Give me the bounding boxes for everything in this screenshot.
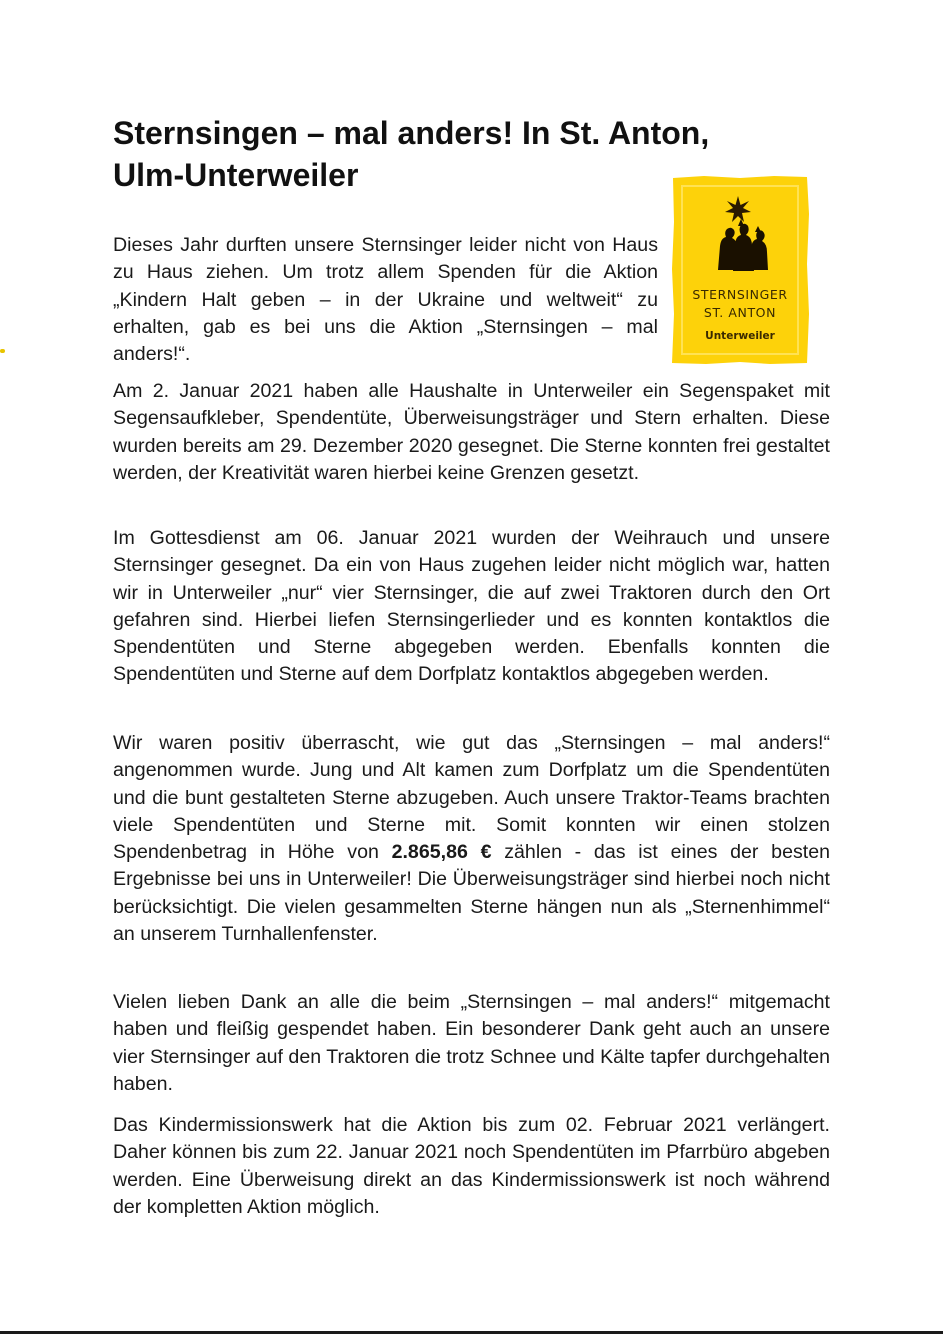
paragraph-verlaengerung: Das Kindermissionswerk hat die Aktion bis zum 02. Februar 2021 verlängert. Daher können bis zum 22. Januar 2021 noch Spendentüten im Pfarrbüro abgeben werden. Eine Überweisung direkt an das Kindermissionswerk ist noch während der kompletten Aktion möglich. xyxy=(113,1114,830,1218)
logo-line-3: Unterweiler xyxy=(705,330,775,342)
title-line-2: Ulm-Unterweiler xyxy=(113,157,359,193)
sternsinger-logo xyxy=(670,174,810,366)
logo-line-1: STERNSINGER xyxy=(692,287,788,302)
paragraph-dank: Vielen lieben Dank an alle die beim „Sternsingen – mal anders!“ mitgemacht haben und fleißig gespendet haben. Ein besonderer Dank geht auch an unsere vier Sternsinger auf den Traktoren die trotz Schnee und Kälte tapfer durchgehalten haben. xyxy=(113,991,830,1095)
paragraph-ergebnis xyxy=(113,730,830,948)
paragraph-segenspaket: Am 2. Januar 2021 haben alle Haushalte in Unterweiler ein Segenspaket mit Segensaufkleber, Spendentüte, Überweisungsträger und Stern erhalten. Diese wurden bereits am 29. Dezember 2020 gesegnet. Die Sterne konnten frei gestaltet werden, der Kreativität waren hierbei keine Grenzen gesetzt. xyxy=(113,380,830,484)
paragraph-intro: Dieses Jahr durften unsere Sternsinger leider nicht von Haus zu Haus ziehen. Um trotz allem Spenden für die Aktion „Kindern Halt geben – in der Ukraine und weltweit“ zu erhalten, gab es bei uns die Aktion „Sternsingen – mal anders!“. xyxy=(113,234,658,366)
page-bottom-rule xyxy=(0,1331,943,1334)
paragraph-ergebnis-text-start: Wir waren positiv überrascht, wie gut das „Sternsingen – mal anders!“ angenommen wurde. Jung und Alt kamen zum Dorfplatz um die Spendentüten und die bunt gestalteten Sterne abzugeben. Auch unsere Traktor-Teams brachten viele Spendentüten und Sterne mit. Somit konnten wir einen stolzen Spendenbetrag in Höhe von xyxy=(113,732,830,864)
paragraph-ergebnis-text-end: zählen - das ist eines der besten Ergebnisse bei uns in Unterweiler! Die Überweisungsträger sind hierbei noch nicht berücksichtigt. Die vielen gesammelten Sterne hängen nun als „Sternenhimmel“ an unserem Turnhallenfenster. xyxy=(113,841,831,946)
donation-amount: 2.865,86 € xyxy=(391,841,492,864)
margin-mark xyxy=(0,349,5,353)
paragraph-gottesdienst: Im Gottesdienst am 06. Januar 2021 wurden der Weihrauch und unsere Sternsinger gesegnet. Da ein von Haus zugehen leider nicht möglich war, hatten wir in Unterweiler „nur“ vier Sternsinger, die auf zwei Traktoren durch den Ort gefahren sind. Hierbei liefen Sternsingerlieder und es konnten kontaktlos die Spendentüten und Sterne abgegeben werden. Ebenfalls konnten die Spendentüten und Sterne auf dem Dorfplatz kontaktlos abgegeben werden. xyxy=(113,527,830,686)
title-line-1: Sternsingen – mal anders! In St. Anton, xyxy=(113,115,710,151)
logo-line-2: ST. ANTON xyxy=(703,305,777,320)
three-kings-star-icon xyxy=(670,174,810,284)
